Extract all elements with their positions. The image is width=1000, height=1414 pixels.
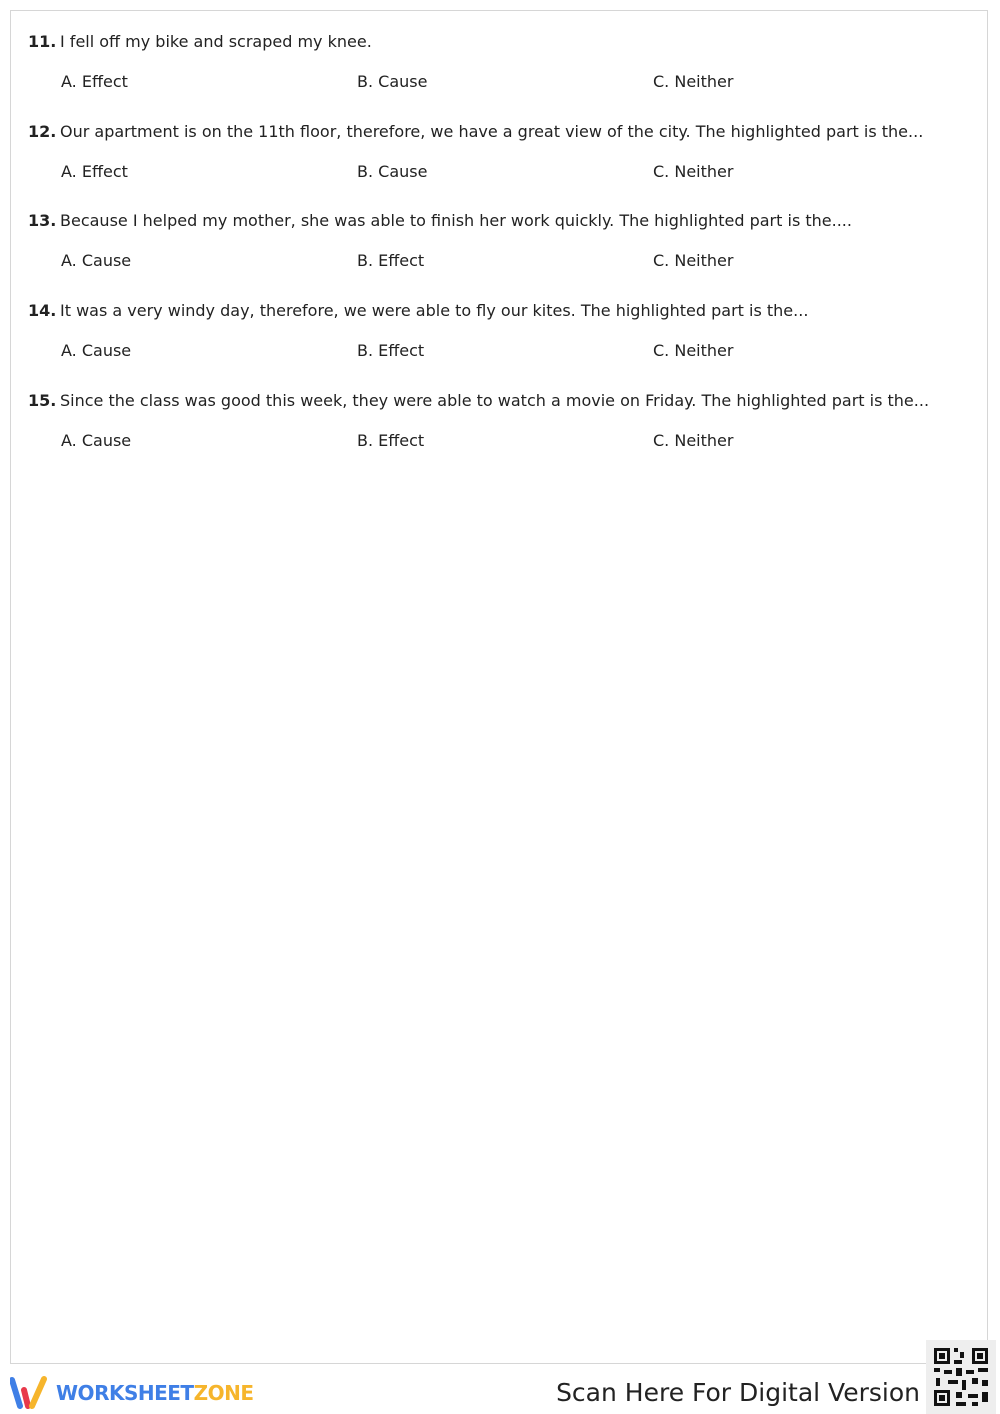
scan-text: Scan Here For Digital Version	[556, 1378, 920, 1407]
question-12	[28, 121, 978, 183]
answer-options	[28, 71, 978, 93]
answer-options	[28, 161, 978, 183]
question-text: Our apartment is on the 11th floor, therefore, we have a great view of the city. The highlighted part is the...	[60, 122, 924, 141]
answer-option[interactable]: C. Neither	[653, 162, 734, 181]
question-text: I fell off my bike and scraped my knee.	[60, 32, 372, 51]
answer-option[interactable]: C. Neither	[653, 341, 734, 360]
answer-option[interactable]: A. Effect	[61, 72, 128, 91]
answer-options	[28, 250, 978, 272]
brand-worksheet: WORKSHEET	[56, 1381, 194, 1405]
worksheetzone-logo	[10, 1376, 253, 1410]
answer-option[interactable]: A. Effect	[61, 162, 128, 181]
question-13	[28, 210, 978, 272]
brand-zone: ZONE	[193, 1381, 254, 1405]
question-text: Since the class was good this week, they were able to watch a movie on Friday. The highlighted part is the...	[60, 391, 930, 410]
question-14	[28, 300, 978, 362]
question-number: 12.	[28, 122, 57, 141]
question-number: 14.	[28, 301, 57, 320]
answer-option[interactable]: C. Neither	[653, 72, 734, 91]
answer-option[interactable]: A. Cause	[61, 251, 132, 270]
answer-option[interactable]: A. Cause	[61, 431, 132, 450]
answer-option[interactable]: A. Cause	[61, 341, 132, 360]
question-15	[28, 390, 978, 452]
qr-code[interactable]	[926, 1340, 996, 1414]
answer-option[interactable]: C. Neither	[653, 251, 734, 270]
question-text: It was a very windy day, therefore, we were able to fly our kites. The highlighted part is the...	[60, 301, 809, 320]
footer	[0, 1366, 1000, 1414]
answer-option[interactable]: B. Effect	[357, 431, 425, 450]
question-number: 15.	[28, 391, 57, 410]
question-number: 13.	[28, 211, 57, 230]
question-number: 11.	[28, 32, 57, 51]
logo-w-icon	[10, 1376, 50, 1410]
answer-option[interactable]: B. Effect	[357, 251, 425, 270]
answer-option[interactable]: B. Cause	[357, 162, 428, 181]
answer-option[interactable]: B. Effect	[357, 341, 425, 360]
answer-option[interactable]: B. Cause	[357, 72, 428, 91]
answer-options	[28, 340, 978, 362]
answer-option[interactable]: C. Neither	[653, 431, 734, 450]
question-text: Because I helped my mother, she was able to finish her work quickly. The highlighted part is the....	[60, 211, 852, 230]
question-11	[28, 31, 978, 93]
answer-options	[28, 430, 978, 452]
